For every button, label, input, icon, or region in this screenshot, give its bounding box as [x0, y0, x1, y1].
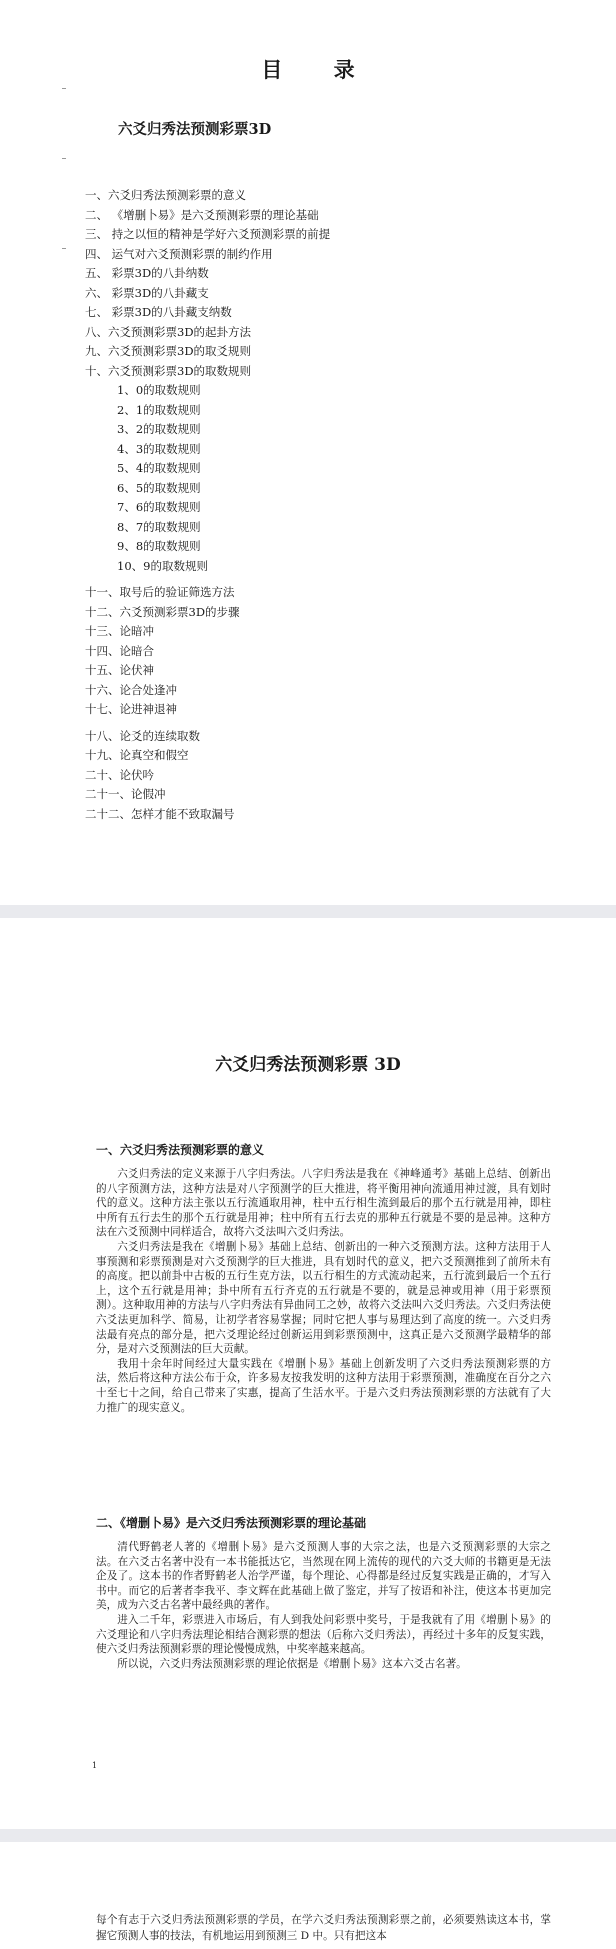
- toc-item: 4、3的取数规则: [117, 441, 201, 456]
- toc-list: [85, 186, 330, 824]
- section-body: [96, 1540, 551, 1671]
- toc-item: 二、 《增删卜易》是六爻预测彩票的理论基础: [85, 207, 319, 222]
- toc-item: 九、六爻预测彩票3D的取爻规则: [85, 344, 252, 358]
- section-body: [96, 1167, 551, 1415]
- margin-mark: [62, 88, 66, 89]
- toc-item: 六、 彩票3D的八卦藏支: [85, 285, 209, 300]
- toc-item: 7、6的取数规则: [117, 500, 201, 514]
- toc-item: 二十二、怎样才能不致取漏号: [85, 806, 235, 821]
- section-2: [96, 1515, 551, 1671]
- toc-item: 五、 彩票3D的八卦纳数: [85, 266, 209, 280]
- toc-item: 十一、取号后的验证筛选方法: [85, 585, 235, 599]
- toc-item: 1、0的取数规则: [117, 383, 201, 397]
- continuation-text: 每个有志于六爻归秀法预测彩票的学员，在学六爻归秀法预测彩票之前，必须要熟读这本书，掌握它预测人事的技法，有机地运用到预测三 D 中。只有把这本: [96, 1914, 551, 1942]
- paragraph: 六爻归秀法是我在《增删卜易》基础上总结、创新出的一种六爻预测方法。这种方法用于人事预测和彩票预测是对六爻预测学的巨大推进，具有划时代的意义，把六爻预测推到了前所未有的高度。把以前卦中古板的五行生克方法，以五行相生的方式流动起来，五行流到最后一个五行上，这个五行就是用神；卦中所有五行齐克的五行就是不要的，就是忌神或用神（用于彩票预测）。这种取用神的方法与八字归秀法有异曲同工之妙，故将六爻法叫六爻归秀法。六爻归秀法使六爻法更加科学、简易，让初学者容易掌握；同时它把人事与易理达到了高度的统一。六爻归秀法最有亮点的部分是，把六爻理论经过创新运用到彩票预测中，这真正是六爻预测学最精华的部分，是对六爻预测法的巨大贡献。: [96, 1240, 551, 1356]
- toc-subtitle: 六爻归秀法预测彩票3D: [118, 121, 272, 138]
- paragraph: 所以说，六爻归秀法预测彩票的理论依据是《增删卜易》这本六爻古名著。: [117, 1657, 467, 1670]
- toc-item: 二十一、论假冲: [85, 787, 166, 801]
- toc-item: 四、 运气对六爻预测彩票的制约作用: [85, 246, 273, 261]
- toc-item: 十六、论合处逢冲: [85, 682, 177, 697]
- toc-item: 5、4的取数规则: [117, 461, 201, 475]
- toc-title: 目 录: [261, 57, 377, 82]
- toc-page: [0, 0, 616, 905]
- toc-item: 8、7的取数规则: [117, 519, 201, 534]
- section-heading: 二、《增删卜易》是六爻归秀法预测彩票的理论基础: [96, 1516, 367, 1530]
- toc-item: 10、9的取数规则: [117, 558, 208, 573]
- toc-item: 十七、论进神退神: [85, 702, 177, 716]
- margin-mark: [62, 248, 66, 249]
- toc-item: 十三、论暗冲: [85, 624, 154, 638]
- paragraph: 清代野鹤老人著的《增删卜易》是六爻预测人事的大宗之法，也是六爻预测彩票的大宗之法。在六爻古名著中没有一本书能抵达它，当然现在网上流传的现代的六爻大师的书籍更是无法企及了。这本书的作者野鹤老人治学严谨，每个理论、心得都是经过反复实践是正确的，才写入书中。而它的后著者李我平、李文辉在此基础上做了鉴定，并写了按语和补注，使这本书更加完美，成为六爻古名著中最经典的著作。: [96, 1541, 551, 1612]
- toc-item: 6、5的取数规则: [117, 480, 201, 495]
- toc-item: 十九、论真空和假空: [85, 748, 189, 762]
- toc-item: 十八、论爻的连续取数: [85, 728, 200, 743]
- paragraph: 六爻归秀法的定义来源于八字归秀法。八字归秀法是我在《神峰通考》基础上总结、创新出的八字预测方法，这种方法是对八字预测学的巨大推进，将平衡用神向流通用神过渡，具有划时代的意义。这种方法主张以五行流通取用神，柱中五行相生流到最后的那个五行就是用神，即柱中所有五行去生的那个五行就是用神；柱中所有五行去克的那种五行就是不要的是忌神。这种方法在六爻预测中同样适合，故将六爻法叫六爻归秀法。: [96, 1168, 551, 1239]
- toc-item: 二十、论伏吟: [85, 767, 154, 782]
- toc-item: 八、六爻预测彩票3D的起卦方法: [85, 324, 252, 339]
- section-heading: 一、六爻归秀法预测彩票的意义: [96, 1143, 265, 1157]
- toc-item: 一、六爻归秀法预测彩票的意义: [85, 188, 246, 202]
- toc-item: 3、2的取数规则: [117, 422, 201, 436]
- document-title: 六爻归秀法预测彩票 3D: [215, 1055, 401, 1075]
- paragraph: 我用十余年时间经过大量实践在《增删卜易》基础上创新发明了六爻归秀法预测彩票的方法，然后将这种方法公布于众，许多易友按我发明的这种方法用于彩票预测，准确度在百分之六十至七十之间，给自己带来了实惠，提高了生活水平。于是六爻归秀法预测彩票的方法就有了大力推广的现实意义。: [96, 1357, 551, 1414]
- toc-item: 三、 持之以恒的精神是学好六爻预测彩票的前提: [85, 227, 331, 241]
- toc-item: 2、1的取数规则: [117, 402, 201, 417]
- margin-mark: [62, 158, 66, 159]
- section-1: [96, 1142, 551, 1415]
- toc-item: 十四、论暗合: [85, 643, 154, 658]
- toc-item: 十二、六爻预测彩票3D的步骤: [85, 604, 240, 619]
- toc-item: 十、六爻预测彩票3D的取数规则: [85, 363, 252, 378]
- page-number: 1: [92, 1761, 98, 1770]
- toc-item: 七、 彩票3D的八卦藏支纳数: [85, 305, 232, 319]
- toc-item: 十五、论伏神: [85, 663, 154, 677]
- paragraph: 进入二千年，彩票进入市场后，有人到我处问彩票中奖号，于是我就有了用《增删卜易》的六爻理论和八字归秀法理论相结合测彩票的想法（后称六爻归秀法），再经过十多年的反复实践，使六爻归秀法预测彩票的理论慢慢成熟，中奖率越来越高。: [96, 1613, 551, 1656]
- toc-item: 9、8的取数规则: [117, 539, 201, 553]
